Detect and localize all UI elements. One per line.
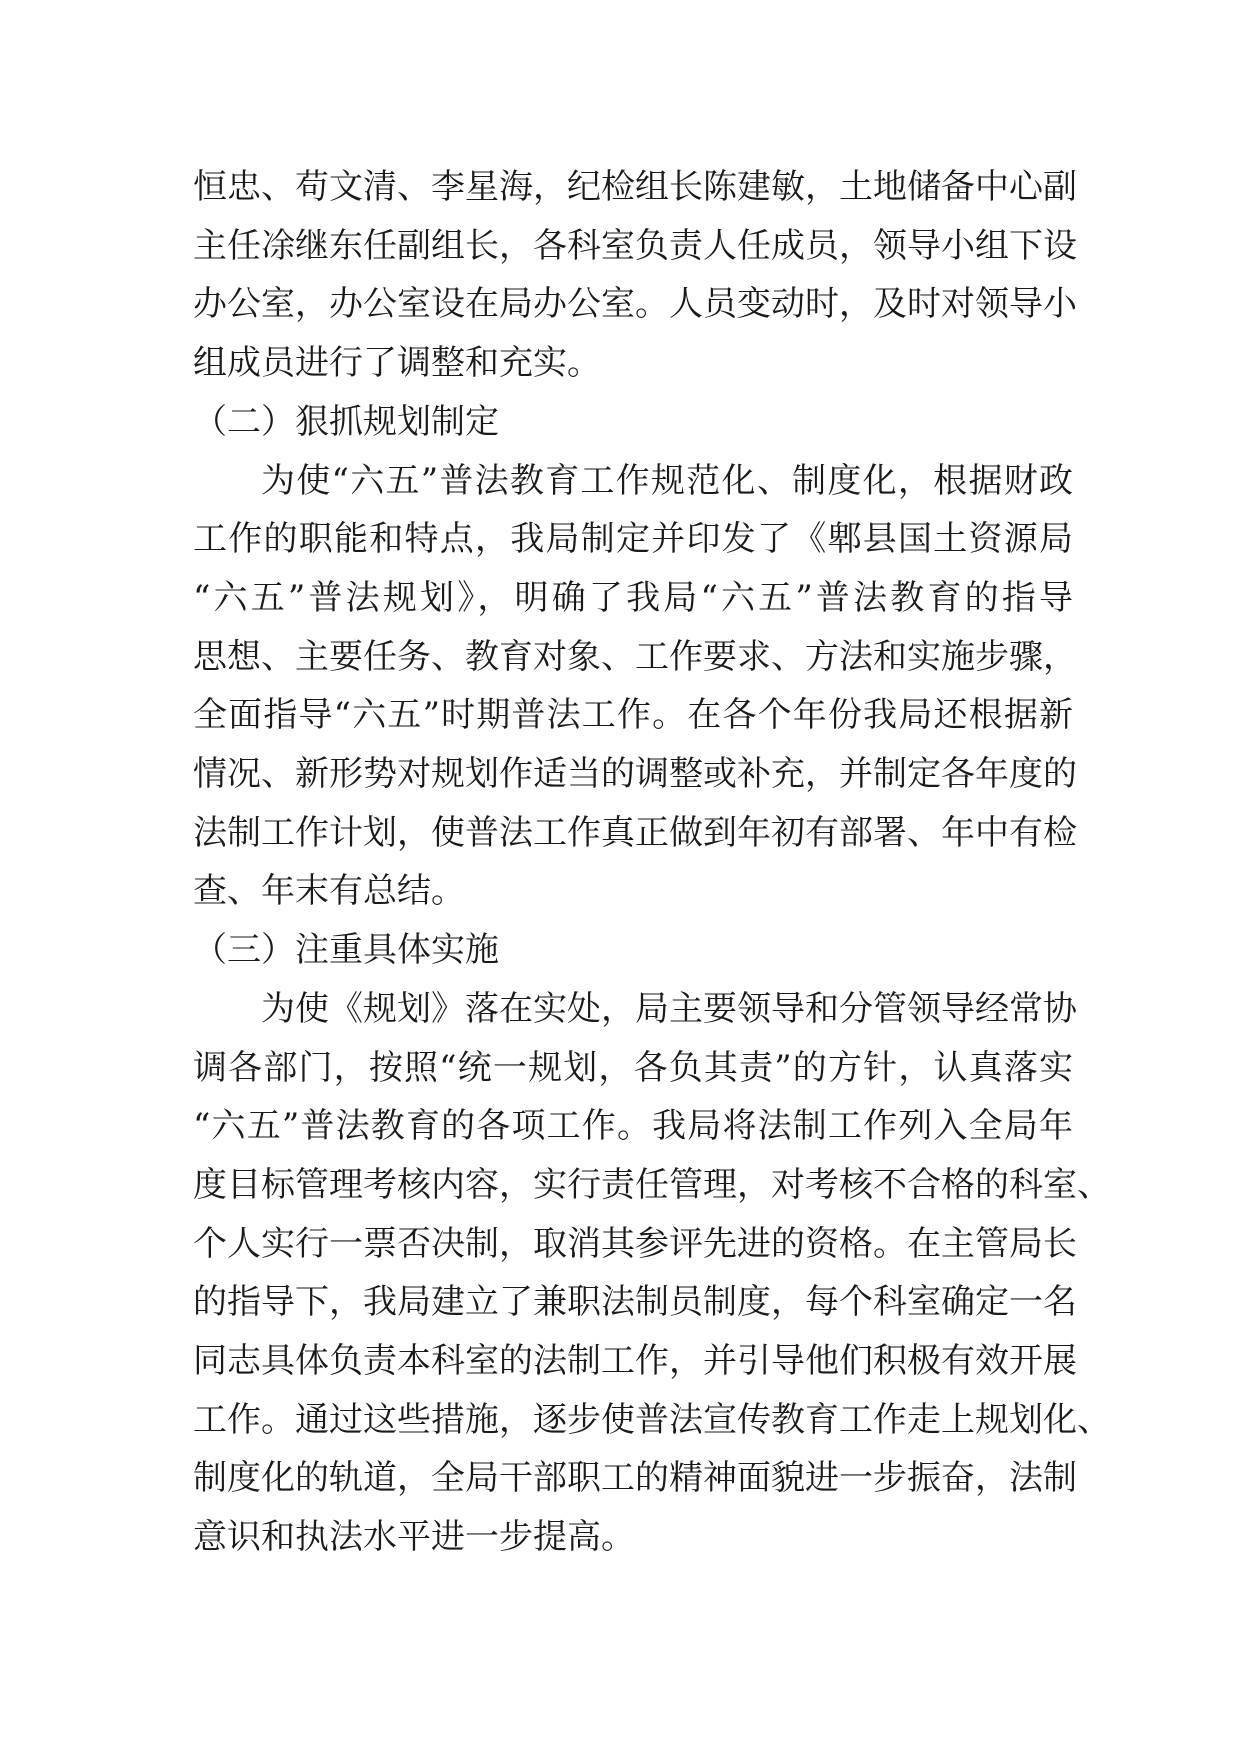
heading-planning: （二）狠抓规划制定 [193, 401, 499, 442]
text-line: 个人实行一票否决制，取消其参评先进的资格。在主管局长 [193, 1223, 1077, 1264]
heading-implementation: （三）注重具体实施 [193, 930, 499, 971]
text-line: 为使《规划》落在实处，局主要领导和分管领导经常协 [261, 988, 1077, 1029]
text-line: 度目标管理考核内容，实行责任管理，对考核不合格的科室、 [193, 1164, 1111, 1205]
text-line: 思想、主要任务、教育对象、工作要求、方法和实施步骤， [193, 636, 1077, 677]
text-line: 调各部门，按照“统一规划，各负其责”的方针，认真落实 [193, 1047, 1073, 1088]
text-line: 主任凃继东任副组长，各科室负责人任成员，领导小组下设 [193, 225, 1077, 266]
text-line: “六五”普法教育的各项工作。我局将法制工作列入全局年 [193, 1106, 1073, 1147]
text-line: 恒忠、苟文清、李星海，纪检组长陈建敏，土地储备中心副 [193, 167, 1077, 207]
text-line: 情况、新形势对规划作适当的调整或补充，并制定各年度的 [193, 754, 1077, 795]
text-line: 为使“六五”普法教育工作规范化、制度化，根据财政 [261, 460, 1073, 501]
text-line: 组成员进行了调整和充实。 [193, 343, 601, 384]
text-line: 全面指导“六五”时期普法工作。在各个年份我局还根据新 [193, 695, 1073, 736]
text-line: 办公室，办公室设在局办公室。人员变动时，及时对领导小 [193, 284, 1077, 325]
text-line: 意识和执法水平进一步提高。 [193, 1517, 635, 1558]
text-line: 工作的职能和特点，我局制定并印发了《郫县国土资源局 [193, 519, 1073, 560]
text-line: 查、年末有总结。 [193, 871, 465, 912]
paragraph-leadership-group [193, 158, 1077, 393]
text-line: 工作。通过这些措施，逐步使普法宣传教育工作走上规划化、 [193, 1399, 1111, 1440]
document-body [193, 158, 1111, 1567]
text-line: 同志具体负责本科室的法制工作，并引导他们积极有效开展 [193, 1341, 1077, 1382]
text-line: 制度化的轨道，全局干部职工的精神面貌进一步振奋，法制 [193, 1458, 1077, 1499]
paragraph-implementation [193, 980, 1111, 1567]
text-line: 的指导下，我局建立了兼职法制员制度，每个科室确定一名 [193, 1282, 1077, 1323]
paragraph-planning [193, 452, 1077, 922]
text-line: 法制工作计划，使普法工作真正做到年初有部署、年中有检 [193, 812, 1077, 853]
text-line: “六五”普法规划》，明确了我局“六五”普法教育的指导 [193, 577, 1073, 618]
